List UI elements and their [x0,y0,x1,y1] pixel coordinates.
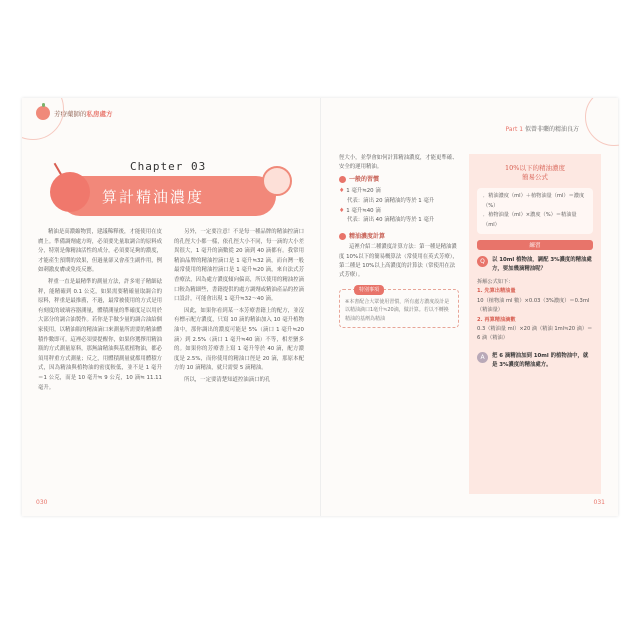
question-block [477,256,593,274]
answer-badge-icon: A [477,352,488,363]
step-text: 10（植物油 ml 數）×0.03（3%濃度）＝0.3ml（精油量） [477,297,590,314]
question-badge-icon: Q [477,256,488,267]
note-box [339,286,459,329]
right-page [320,98,619,516]
left-column-2 [174,228,304,388]
section1-line: ♦ 1 毫升≒40 滴 [339,207,381,215]
intro-text: 徑大小，並學會如何計算精油濃度，才能更準確、安全的運用精油。 [339,155,458,171]
question-text: 以 10ml 植物油，調配 3%濃度的精油處方，要加幾滴精油呢？ [492,257,592,272]
chapter-title: 算計精油濃度 [102,188,205,206]
paragraph: 因此，如果你看到某一本芳療書籍上的配方，並沒有標示配方濃度，只寫 10 滴的精油加入 10 毫升植物油中，那你調出的濃度可能是 5%（滴口 1 毫升≒20 滴）到 2.5%（滴口 1 毫升≒40 滴）不等，相差蠻多的。如果你的芳療書上寫 1 毫升等於 40 滴，配方濃度是 2.5%，而你使用的精油口徑是 20 滴，那原本配方的 10 滴精油，就只需要 5 滴精油。 [174,307,304,372]
paragraph: 另外，一定要注意！不是每一種品牌的精油控滴口的孔徑大小都一樣，依孔徑大小不同，每一滴的大小差異很大，1 毫升的滴數從 20 滴到 40 滴都有。我常用精油品牌的精油控滴口是 1 毫升≒32 滴，而台灣一般最常使用的精油控滴口是 1 毫升≒20 滴，來自法式芳香療法，因為處方濃度傾向偏高，所以使用的精油控滴口較為精細些，書籍提供的處方調劑或精油產品的控滴口設計，可能會出現 1 毫升≒32～40 滴。 [174,229,304,303]
book-spread [22,98,618,516]
drop-icon: ♦ [339,187,347,195]
step-title: 1. 先算出精油量 [477,288,516,295]
section1-line: 代表：滴出 40 滴精油約等於 1 毫升 [347,217,435,224]
page-number-right: 031 [593,499,605,506]
step-title: 2. 再算精油滴數 [477,316,516,323]
practice-label: 練習 [477,240,593,250]
decorative-circle [585,98,619,146]
formula-sidebar [469,154,601,494]
orange-slice-icon [262,166,292,196]
paragraph: 精油是高濃縮物質，建議稀釋後，才能使用在皮膚上。準備調劑處方時，必須要先量取調合的原料成分，特別是像精油活性的成分，必須要足夠的濃度，才能產生預期的效果，但過量卻又會產生副作用，例如刺激皮膚或免疫反應。 [38,229,162,274]
paragraph: 秤重一直是最精準的測量方法，許多電子精細砝秤，能精確到 0.1 公克，如果需要精確量取調合的原料，秤重是最推薦，不過，最常被使用的方式是用有刻度的玻璃容器測量，體積測量的準確度足以用於大部分的調合油製作。若你是手做少量的調合油給個家使用，以精油瓶的精油滴口來測量所需要的精油體積作數即可。這裡必須要提醒你，如果你選擇用精油瓶的方式測量原料，那無論精油與基底植物油，都必須用秤重方式測量；反之，用體積測量就都用體積方式，因為精油與植物油的密度較低，並不是 1 毫升＝1 公克，而是 10 毫升≒ 9 公克，10 滴≒ 11.11 毫升。 [38,278,162,391]
note-text: ※本書配合大眾使用習慣，所有處方濃度設計是以精油滴口1毫升≒20滴，做計算。若以不轉換精油的基劑為精油 [345,298,450,322]
answer-block [477,352,593,370]
note-tag: 特別事項 [354,285,384,296]
orange-illustration-icon [50,172,90,212]
sidebar-title: 10%以下的精油濃度 簡易公式 [505,164,565,181]
part-title: 似曾非藥的精油良方 [524,126,579,133]
left-column-1 [38,228,162,395]
section-heading: 精油濃度計算 [339,232,459,241]
solution-block [477,278,593,344]
drop-icon: ♦ [339,207,347,215]
formula-box [477,188,593,234]
solve-intro: 拆解公式如下： [477,279,514,285]
section1-line: ♦ 1 毫升≒20 滴 [339,187,381,195]
section-heading: 一般的習慣 [339,175,459,184]
decorative-circle [22,98,64,140]
section1-line: 代表：滴出 20 滴精油約等於 1 毫升 [347,197,435,204]
running-header-right [505,124,579,133]
page-number-left: 030 [36,499,48,506]
answer-text: 把 6 滴精油加到 10ml 的植物油中，就是 3%濃度的精油處方。 [492,352,589,368]
orange-bullet-icon [339,176,346,183]
orange-bullet-icon [339,233,346,240]
part-label: Part 1 [505,126,524,133]
section2-text: 這裡介紹二種濃度計算方法：第一種是精油濃度 10%以下的簡易概算法（常使用在英式芳療），第二種是 10%以上高濃度的計算法（常使用在法式芳療）。 [339,244,458,279]
formula-line: ．植物油量（ml）×濃度（%）＝精油量（ml） [483,212,577,228]
paragraph: 所以，一定要清楚知道控油滴口的孔 [184,376,271,383]
step-text: 0.3（精油量 ml）×20 滴（精油 1ml≒20 滴）＝6 滴（精油） [477,326,593,342]
book-title-highlight: 私房處方 [86,109,113,118]
left-page [22,98,320,516]
chapter-label: Chapter 03 [130,160,207,173]
formula-line: ．精油濃度（ml）＋植物油量（ml）＝濃度（%） [483,193,585,209]
book-title-prefix: 芳療藥師的 [54,109,87,118]
right-main-column [339,154,459,328]
